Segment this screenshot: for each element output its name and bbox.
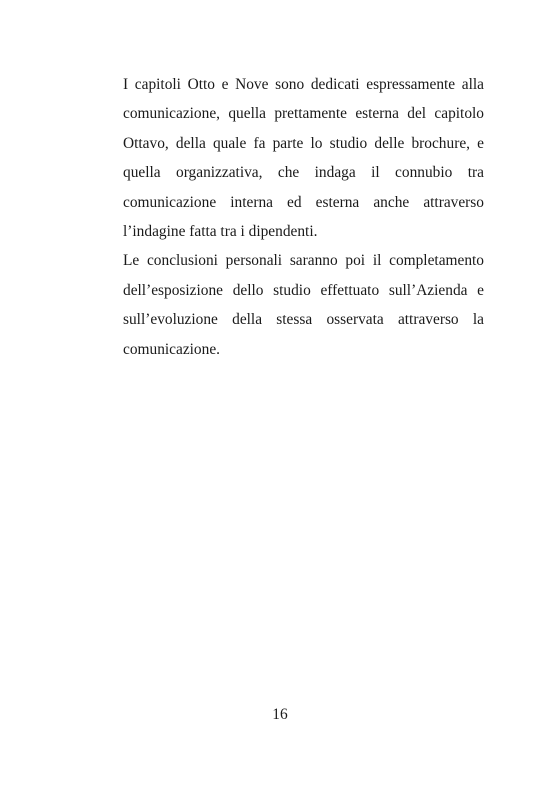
paragraph-conclusions: Le conclusioni personali saranno poi il completamento dell’esposizione dello studio effettuato sull’Azienda e sull’evoluzione della stessa osservata attraverso la comunicazione. <box>123 252 484 358</box>
paragraph-chapters-eight-nine: I capitoli Otto e Nove sono dedicati espressamente alla comunicazione, quella prettamente esterna del capitolo Ottavo, della quale fa parte lo studio delle brochure, e quella organizzativa, che indaga il connubio tra comunicazione interna ed esterna anche attraverso l’indagine fatta tra i dipendenti. <box>123 76 484 241</box>
body-text <box>123 70 484 364</box>
page-number: 16 <box>272 706 288 723</box>
